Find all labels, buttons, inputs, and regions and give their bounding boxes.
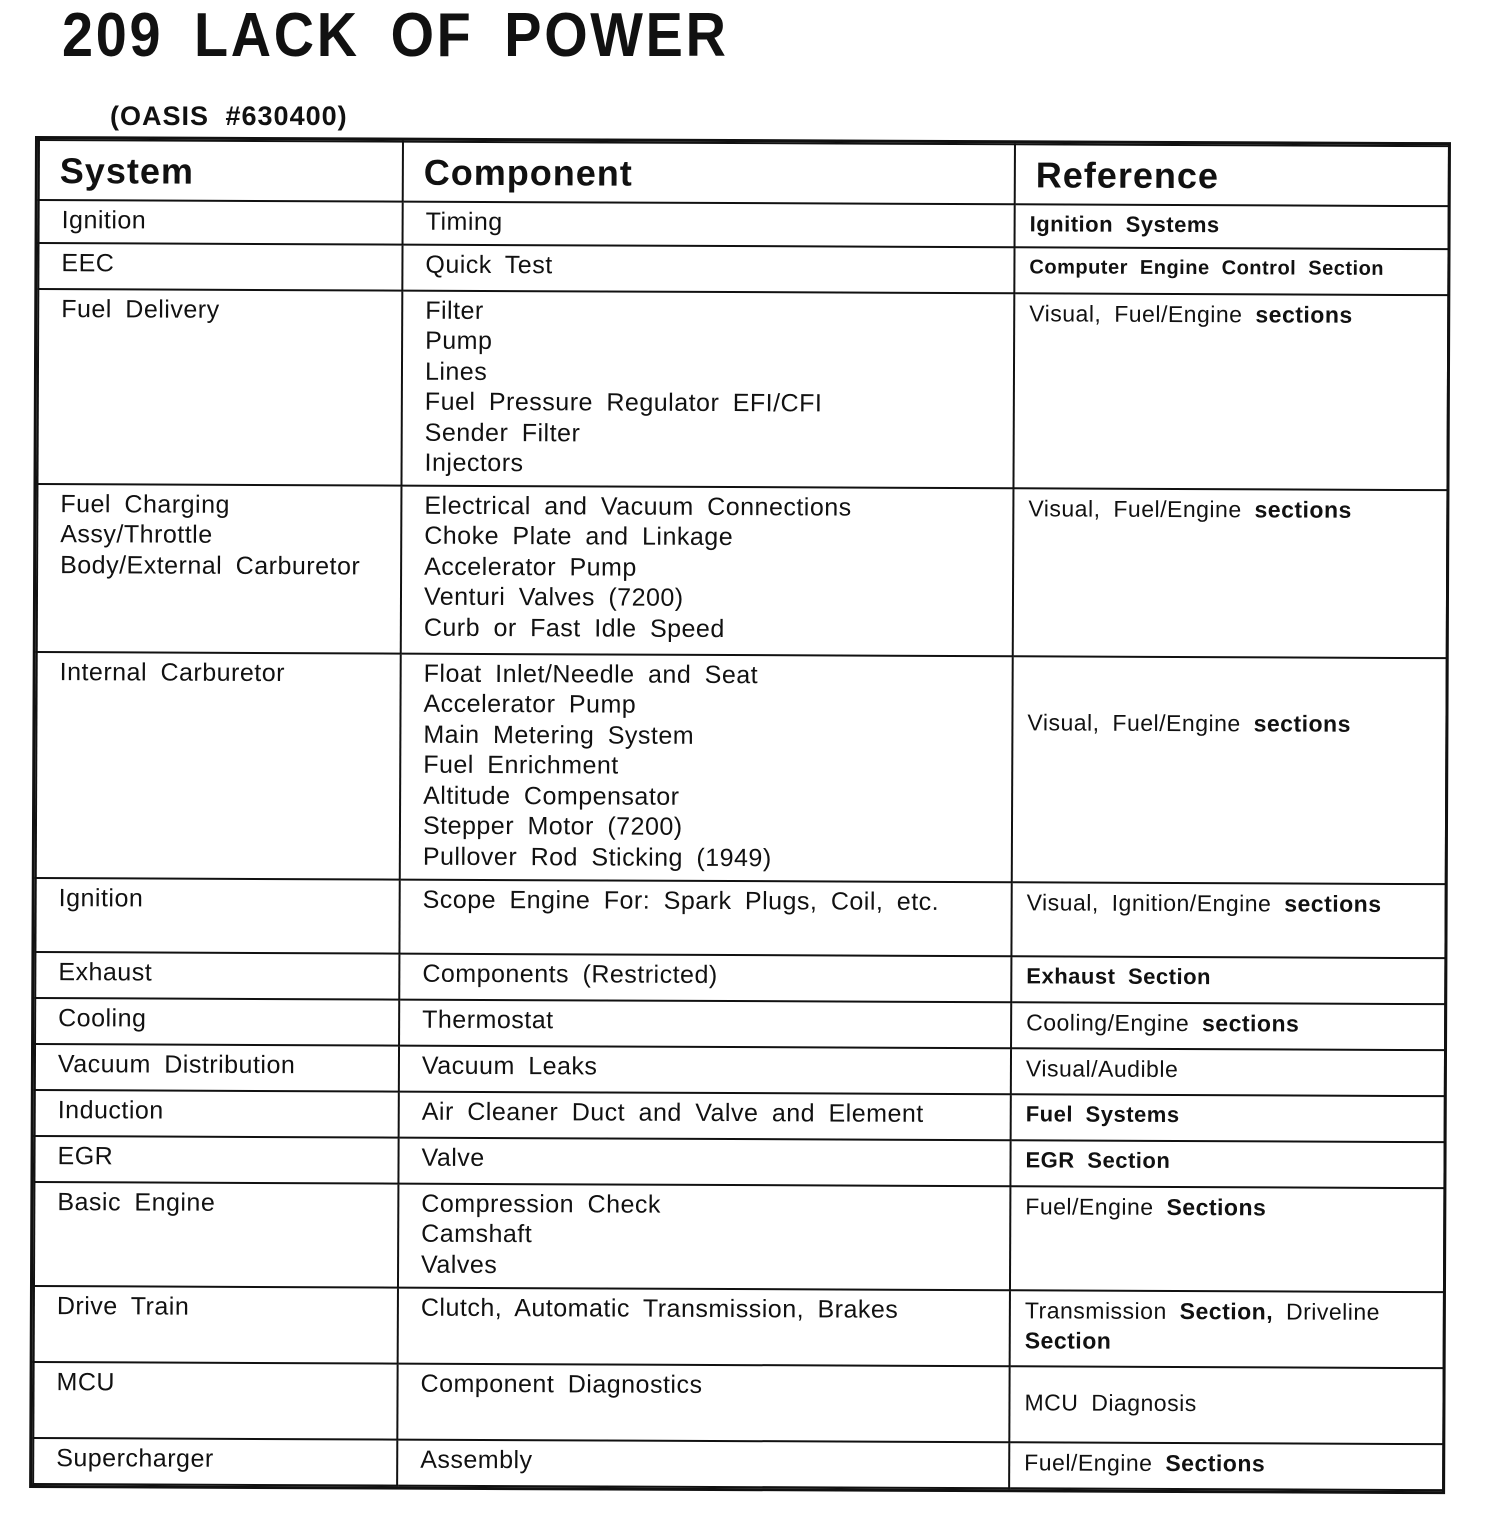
system-cell — [34, 1136, 398, 1184]
reference-text: Exhaust Section — [1026, 962, 1212, 989]
component-line: Filter — [425, 296, 484, 325]
component-cell — [397, 1439, 1009, 1488]
component-line: Compression Check — [421, 1189, 661, 1219]
reference-cell — [1009, 1366, 1443, 1444]
table-row — [35, 1044, 1445, 1096]
reference-cell — [1011, 882, 1445, 958]
system-cell — [35, 952, 399, 1000]
component-line: Electrical and Vacuum Connections — [424, 491, 852, 522]
reference-text: Visual, Ignition/Engine — [1026, 888, 1285, 916]
reference-text: Visual/Audible — [1025, 1054, 1179, 1082]
table-row — [35, 998, 1445, 1050]
page-title: 209 LACK OF POWER — [62, 1, 729, 70]
reference-text: Fuel/Engine — [1024, 1448, 1166, 1476]
diagnosis-table-frame — [29, 136, 1451, 1494]
component-line: Venturi Valves (7200) — [423, 582, 684, 612]
table-row — [34, 1136, 1444, 1188]
system-line: Supercharger — [56, 1443, 214, 1473]
table-row — [33, 1438, 1443, 1490]
table-row — [35, 1090, 1445, 1142]
system-cell — [35, 998, 399, 1046]
reference-text: sections — [1254, 495, 1352, 523]
component-line: Choke Plate and Linkage — [424, 521, 734, 552]
system-line: EGR — [57, 1141, 114, 1170]
component-line: Float Inlet/Needle and Seat — [423, 659, 759, 689]
system-line: Drive Train — [56, 1291, 190, 1321]
component-line: Timing — [425, 207, 503, 237]
component-line: Stepper Motor (7200) — [422, 811, 683, 841]
component-line: Pump — [425, 326, 493, 355]
reference-cell — [1011, 956, 1445, 1004]
system-line: Assy/Throttle — [60, 520, 213, 549]
reference-cell — [1009, 1442, 1443, 1490]
reference-cell — [1013, 488, 1448, 658]
system-line: Ignition — [58, 883, 144, 912]
system-line: Basic Engine — [57, 1187, 216, 1217]
reference-text: Computer Engine Control Section — [1029, 255, 1385, 280]
component-line: Accelerator Pump — [424, 552, 637, 582]
component-line: Sender Filter — [424, 418, 581, 447]
component-line: Main Metering System — [423, 720, 695, 750]
component-line: Fuel Pressure Regulator EFI/CFI — [424, 387, 823, 418]
reference-text: Section — [1024, 1327, 1112, 1354]
reference-text: sections — [1201, 1009, 1300, 1037]
component-cell — [397, 1363, 1009, 1442]
reference-text: Fuel Systems — [1025, 1100, 1180, 1127]
table-row — [37, 289, 1448, 490]
component-cell — [401, 290, 1014, 488]
component-line: Valve — [421, 1143, 485, 1172]
system-line: Ignition — [61, 206, 147, 235]
system-line: Fuel Charging — [60, 489, 230, 519]
oasis-number: (OASIS #630400) — [110, 101, 348, 131]
component-cell — [399, 1045, 1011, 1094]
table-header-row — [39, 140, 1449, 206]
reference-text: Ignition Systems — [1029, 211, 1220, 238]
reference-cell — [1011, 1094, 1445, 1142]
component-line: Air Cleaner Duct and Valve and Element — [421, 1097, 924, 1128]
reference-text: Sections — [1166, 1193, 1267, 1220]
reference-cell — [1015, 204, 1449, 248]
component-line: Fuel Enrichment — [423, 750, 619, 780]
component-line: Curb or Fast Idle Speed — [423, 613, 725, 643]
table-row — [39, 200, 1449, 249]
diagnosis-table — [32, 139, 1450, 1491]
reference-cell — [1012, 656, 1447, 884]
reference-text: sections — [1284, 889, 1382, 917]
reference-text: Sections — [1165, 1449, 1266, 1476]
component-line: Scope Engine For: Spark Plugs, Coil, etc. — [422, 885, 940, 916]
system-line: Fuel Delivery — [61, 294, 220, 324]
component-cell — [399, 879, 1011, 956]
component-line: Vacuum Leaks — [421, 1051, 598, 1080]
header-system: System — [39, 140, 403, 202]
component-line: Clutch, Automatic Transmission, Brakes — [420, 1293, 899, 1324]
component-line: Quick Test — [425, 250, 553, 279]
component-line: Altitude Compensator — [423, 781, 680, 811]
system-line: Induction — [57, 1095, 164, 1125]
table-row — [34, 1286, 1444, 1368]
reference-cell — [1013, 293, 1448, 490]
system-cell — [37, 484, 402, 654]
reference-text: MCU Diagnosis — [1024, 1389, 1197, 1417]
table-row — [34, 1182, 1444, 1292]
system-cell — [35, 1044, 399, 1092]
reference-cell — [1010, 1290, 1444, 1368]
component-cell — [398, 1287, 1010, 1366]
component-line: Valves — [421, 1250, 498, 1279]
reference-cell — [1010, 1140, 1444, 1188]
reference-text: sections — [1253, 709, 1351, 737]
system-cell — [34, 1182, 398, 1288]
component-line: Accelerator Pump — [423, 689, 637, 719]
system-line: Internal Carburetor — [59, 657, 286, 687]
reference-cell — [1011, 1002, 1445, 1050]
reference-text: Cooling/Engine — [1026, 1008, 1203, 1036]
reference-text: Section, — [1179, 1297, 1274, 1324]
system-cell — [33, 1362, 397, 1440]
system-line: MCU — [56, 1367, 116, 1396]
system-cell — [35, 878, 399, 954]
reference-cell — [1011, 1048, 1445, 1096]
system-cell — [38, 243, 402, 291]
system-cell — [33, 1438, 397, 1486]
header-reference: Reference — [1015, 144, 1449, 206]
table-row — [37, 484, 1448, 658]
reference-text: sections — [1255, 300, 1353, 328]
table-row — [35, 952, 1445, 1004]
component-line: Thermostat — [422, 1005, 554, 1034]
system-line: Cooling — [58, 1003, 147, 1032]
table-row — [38, 243, 1448, 295]
reference-text: Transmission — [1024, 1296, 1180, 1324]
system-line: Exhaust — [58, 957, 153, 987]
table-row — [36, 652, 1447, 884]
reference-cell — [1010, 1186, 1444, 1292]
table-body — [33, 200, 1449, 1490]
component-cell — [401, 485, 1014, 656]
system-cell — [36, 652, 401, 880]
component-line: Pullover Rod Sticking (1949) — [422, 842, 772, 872]
table-row — [35, 878, 1445, 958]
component-cell — [400, 653, 1013, 882]
system-cell — [34, 1286, 398, 1364]
component-line: Camshaft — [421, 1219, 533, 1249]
system-line: EEC — [61, 248, 115, 277]
component-line: Component Diagnostics — [420, 1369, 703, 1399]
reference-text: Driveline — [1273, 1297, 1381, 1325]
table-row — [33, 1362, 1443, 1444]
reference-text: EGR Section — [1025, 1146, 1171, 1173]
component-line: Injectors — [424, 448, 524, 478]
component-cell — [399, 1091, 1011, 1140]
component-cell — [398, 1183, 1010, 1290]
reference-text: Visual, Fuel/Engine — [1027, 708, 1254, 736]
system-cell — [39, 200, 403, 244]
reference-cell — [1014, 247, 1448, 295]
component-cell — [398, 1137, 1010, 1186]
header-component: Component — [403, 142, 1015, 205]
component-cell — [399, 953, 1011, 1002]
component-cell — [402, 244, 1014, 293]
system-line: Body/External Carburetor — [60, 550, 361, 580]
component-cell — [403, 202, 1015, 247]
system-cell — [35, 1090, 399, 1138]
reference-text: Visual, Fuel/Engine — [1028, 494, 1255, 522]
system-cell — [37, 289, 402, 486]
system-line: Vacuum Distribution — [57, 1049, 296, 1079]
reference-text: Fuel/Engine — [1025, 1192, 1167, 1220]
component-line: Assembly — [420, 1445, 533, 1474]
component-line: Components (Restricted) — [422, 959, 718, 989]
component-line: Lines — [424, 357, 488, 386]
component-cell — [399, 999, 1011, 1048]
reference-text: Visual, Fuel/Engine — [1029, 299, 1256, 327]
